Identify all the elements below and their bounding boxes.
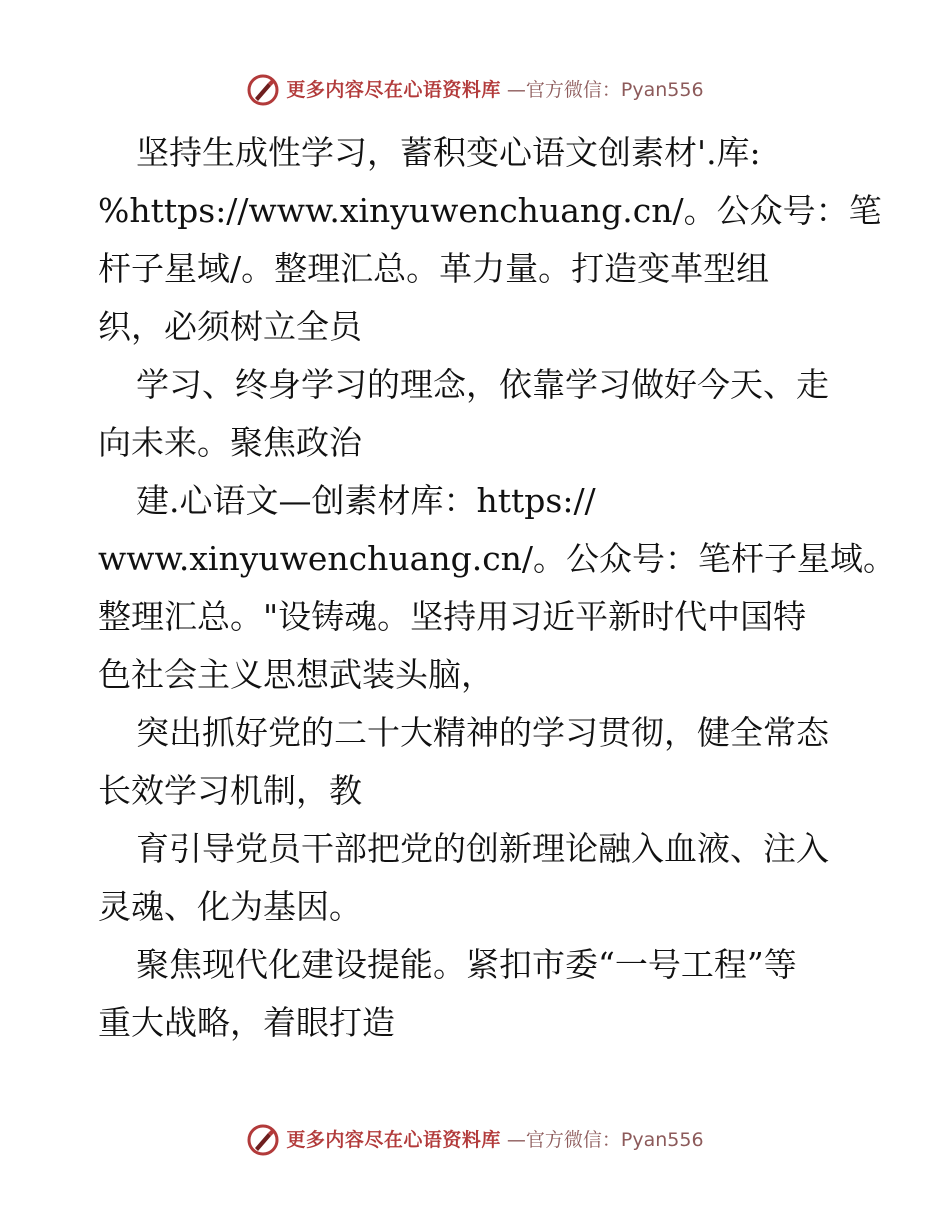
banner-lead-text: 更多内容尽在心语资料库 — [286, 78, 501, 101]
text-line: 育引导党员干部把党的创新理论融入血液、注入 — [136, 829, 829, 868]
banner-wechat-text: —官方微信：Pyan556 — [506, 1128, 704, 1151]
banner-lead-text: 更多内容尽在心语资料库 — [286, 1128, 501, 1151]
text-line: 建.心语文—创素材库：https:// — [136, 481, 596, 520]
text-line: 杆子星域/。整理汇总。革力量。打造变革型组 — [98, 249, 770, 288]
text-line: 聚焦现代化建设提能。紧扣市委“一号工程”等 — [136, 945, 797, 984]
text-line: 向未来。聚焦政治 — [98, 423, 362, 462]
header-banner — [0, 70, 950, 110]
pen-logo-icon — [246, 73, 280, 107]
pen-logo-icon — [246, 1123, 280, 1157]
footer-banner — [0, 1120, 950, 1160]
text-line: 织，必须树立全员 — [98, 307, 362, 346]
text-line: 灵魂、化为基因。 — [98, 887, 362, 926]
banner-wechat-text: —官方微信：Pyan556 — [506, 78, 704, 101]
document-body — [98, 124, 897, 1052]
text-line: 突出抓好党的二十大精神的学习贯彻，健全常态 — [136, 713, 829, 752]
text-line: 重大战略，着眼打造 — [98, 1003, 395, 1042]
text-line: 整理汇总。"设铸魂。坚持用习近平新时代中国特 — [98, 597, 807, 636]
text-line: %https://www.xinyuwenchuang.cn/。公众号：笔 — [98, 191, 882, 230]
text-line: 坚持生成性学习，蓄积变心语文创素材'.库: — [136, 133, 761, 172]
text-line: 色社会主义思想武装头脑， — [98, 655, 494, 694]
text-line: 学习、终身学习的理念，依靠学习做好今天、走 — [136, 365, 829, 404]
text-line: www.xinyuwenchuang.cn/。公众号：笔杆子星域。 — [98, 539, 897, 578]
text-line: 长效学习机制，教 — [98, 771, 362, 810]
